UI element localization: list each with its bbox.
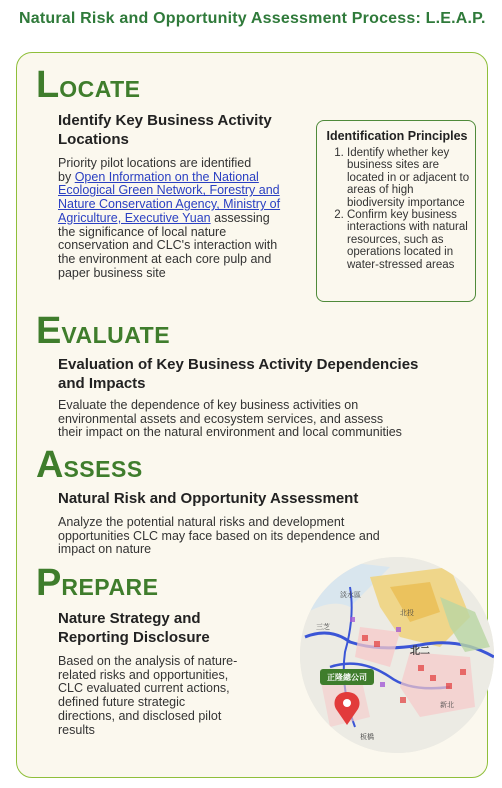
map-place-label: 北二: [410, 646, 430, 657]
map-small-label: 新北: [440, 702, 454, 709]
locate-body-line: Priority pilot locations are identified: [58, 156, 252, 170]
locate-body-line: conservation and CLC's interaction with: [58, 238, 278, 253]
locate-subtitle-line-1: Identify Key Business Activity: [58, 112, 272, 129]
evaluate-body-line: environmental assets and ecosystem services, and assess: [58, 411, 384, 426]
assess-body-line: opportunities CLC may face based on its dependence and: [58, 528, 380, 543]
prepare-body-line: defined future strategic: [58, 695, 186, 710]
prepare-heading: [36, 564, 159, 602]
site-map: [300, 557, 494, 753]
evaluate-body-line: their impact on the natural environment and local communities: [58, 425, 402, 440]
evaluate-subtitle: [58, 355, 418, 393]
prepare-body-line: results: [58, 722, 95, 737]
map-small-label: 板橋: [360, 734, 374, 741]
locate-body-line: the environment at each core pulp and: [58, 251, 272, 266]
prepare-heading-rest: REPARE: [61, 574, 159, 600]
evaluate-heading-initial: E: [36, 310, 62, 352]
ecological-network-link[interactable]: Open Information on the National: [74, 169, 259, 184]
ecological-network-link[interactable]: Agriculture, Executive Yuan: [58, 210, 211, 225]
identification-principles-box: [316, 120, 476, 302]
page-title: Natural Risk and Opportunity Assessment Process: L.E.A.P.: [19, 10, 486, 27]
prepare-body-line: Based on the analysis of nature-: [58, 654, 238, 668]
prepare-body-line: related risks and opportunities,: [58, 667, 229, 682]
prepare-body: [58, 655, 278, 737]
principle-item: 1. Identify whether key business sites are located in or adjacent to areas of high biodiversity importance: [347, 147, 474, 209]
prepare-subtitle-line-2: Reporting Disclosure: [58, 629, 210, 646]
evaluate-subtitle-line-2: and Impacts: [58, 375, 146, 392]
prepare-body-line: directions, and disclosed pilot: [58, 708, 222, 723]
assess-body-line: impact on nature: [58, 542, 152, 557]
map-small-label: 淡水區: [340, 592, 361, 599]
assess-body: [58, 516, 478, 557]
locate-subtitle-line-2: Locations: [58, 131, 129, 148]
assess-subtitle: [58, 489, 358, 508]
assess-heading-rest: SSESS: [63, 456, 143, 482]
locate-body-after-link: assessing: [210, 210, 270, 225]
locate-subtitle: [58, 111, 272, 149]
evaluate-body-line: Evaluate the dependence of key business activities on: [58, 398, 359, 412]
prepare-subtitle: [58, 609, 210, 647]
locate-body: [58, 157, 308, 280]
assess-heading-initial: A: [36, 444, 64, 486]
prepare-subtitle-line-1: Nature Strategy and: [58, 610, 201, 627]
principles-heading: Identification Principles: [326, 129, 468, 143]
principle-item: 2. Confirm key business interactions with natural resources, such as operations located in water-stressed areas: [347, 209, 474, 271]
map-small-label: 三芝: [316, 624, 330, 631]
prepare-heading-initial: P: [36, 562, 62, 604]
evaluate-subtitle-line-1: Evaluation of Key Business Activity Dependencies: [58, 356, 419, 373]
locate-heading: [36, 66, 141, 104]
prepare-body-line: CLC evaluated current actions,: [58, 681, 230, 696]
locate-heading-initial: L: [36, 64, 60, 106]
evaluate-heading: [36, 312, 170, 350]
evaluate-body: [58, 399, 478, 440]
evaluate-heading-rest: VALUATE: [61, 322, 171, 348]
site-map-graphic: [300, 557, 494, 753]
pin-label: 正隆總公司: [327, 673, 367, 682]
assess-body-line: Analyze the potential natural risks and development: [58, 515, 345, 529]
locate-heading-rest: OCATE: [59, 76, 141, 102]
ecological-network-link[interactable]: Nature Conservation Agency, Ministry of: [58, 197, 281, 212]
assess-subtitle-line-1: Natural Risk and Opportunity Assessment: [58, 490, 359, 507]
principles-list: [333, 147, 474, 271]
locate-body-line: the significance of local nature: [58, 224, 227, 239]
assess-heading: [36, 446, 143, 484]
map-small-label: 北投: [400, 610, 414, 617]
ecological-network-link[interactable]: Ecological Green Network, Forestry and: [58, 183, 280, 198]
locate-body-line: paper business site: [58, 265, 166, 280]
locate-body-by: by: [58, 169, 75, 184]
